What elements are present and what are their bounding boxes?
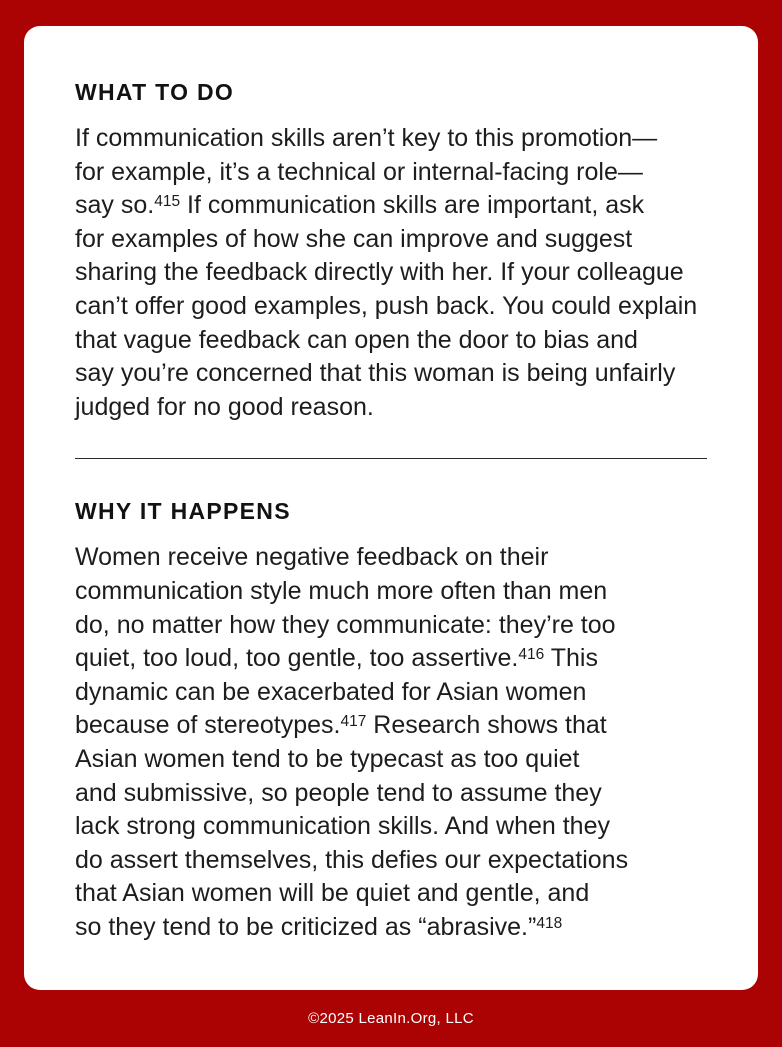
section-what-to-do <box>75 78 708 424</box>
text-segment: communication style much more often than men <box>75 576 608 605</box>
text-line <box>75 391 708 425</box>
text-line <box>75 290 708 324</box>
footnote-reference: 416 <box>518 646 545 664</box>
text-line <box>75 223 708 257</box>
text-line <box>75 709 708 743</box>
text-segment: This <box>544 644 598 673</box>
text-segment: so they tend to be criticized as “abrasive.” <box>75 912 537 941</box>
text-line <box>75 156 708 190</box>
footnote-reference: 417 <box>340 713 367 731</box>
text-segment: judged for no good reason. <box>75 392 374 421</box>
footer-bar <box>0 990 782 1047</box>
text-segment: do assert themselves, this defies our expectations <box>75 845 629 874</box>
text-segment: because of stereotypes. <box>75 711 341 740</box>
text-line <box>75 189 708 223</box>
footnote-reference: 418 <box>536 914 563 932</box>
text-segment: sharing the feedback directly with her. If your colleague <box>75 258 684 287</box>
text-line <box>75 256 708 290</box>
text-line <box>75 609 708 643</box>
paragraph-why-it-happens <box>75 541 708 944</box>
text-segment: lack strong communication skills. And when they <box>75 812 610 841</box>
text-segment: for examples of how she can improve and suggest <box>75 224 633 253</box>
text-line <box>75 541 708 575</box>
text-segment: If communication skills aren’t key to this promotion— <box>75 124 658 152</box>
paragraph-what-to-do <box>75 122 708 424</box>
section-why-it-happens <box>75 497 708 944</box>
text-segment: say you’re concerned that this woman is being unfairly <box>75 359 676 388</box>
text-line <box>75 844 708 878</box>
text-line <box>75 357 708 391</box>
text-segment: do, no matter how they communicate: they’re too <box>75 610 616 639</box>
text-segment: Research shows that <box>366 711 607 740</box>
text-segment: say so. <box>75 191 155 220</box>
text-segment: for example, it’s a technical or internal-facing role— <box>75 157 643 186</box>
text-line <box>75 122 708 156</box>
text-line <box>75 877 708 911</box>
text-line <box>75 324 708 358</box>
text-line <box>75 810 708 844</box>
text-segment: that vague feedback can open the door to bias and <box>75 325 638 354</box>
text-segment: dynamic can be exacerbated for Asian women <box>75 677 587 706</box>
text-line <box>75 575 708 609</box>
text-segment: Asian women tend to be typecast as too quiet <box>75 744 580 773</box>
text-segment: can’t offer good examples, push back. You could explain <box>75 291 698 320</box>
text-line <box>75 642 708 676</box>
copyright-text: ©2025 LeanIn.Org, LLC <box>308 1010 474 1027</box>
section-divider <box>75 458 707 459</box>
section-heading-why-it-happens: WHY IT HAPPENS <box>75 498 291 525</box>
content-card <box>24 26 758 990</box>
footnote-reference: 415 <box>154 193 181 211</box>
text-segment: that Asian women will be quiet and gentle, and <box>75 879 590 908</box>
text-line <box>75 911 708 945</box>
text-line <box>75 676 708 710</box>
text-segment: If communication skills are important, ask <box>180 191 645 220</box>
section-heading-what-to-do: WHAT TO DO <box>75 79 235 105</box>
text-line <box>75 777 708 811</box>
text-segment: Women receive negative feedback on their <box>75 543 549 572</box>
text-segment: and submissive, so people tend to assume they <box>75 778 602 807</box>
text-segment: quiet, too loud, too gentle, too assertive. <box>75 644 519 673</box>
text-line <box>75 743 708 777</box>
